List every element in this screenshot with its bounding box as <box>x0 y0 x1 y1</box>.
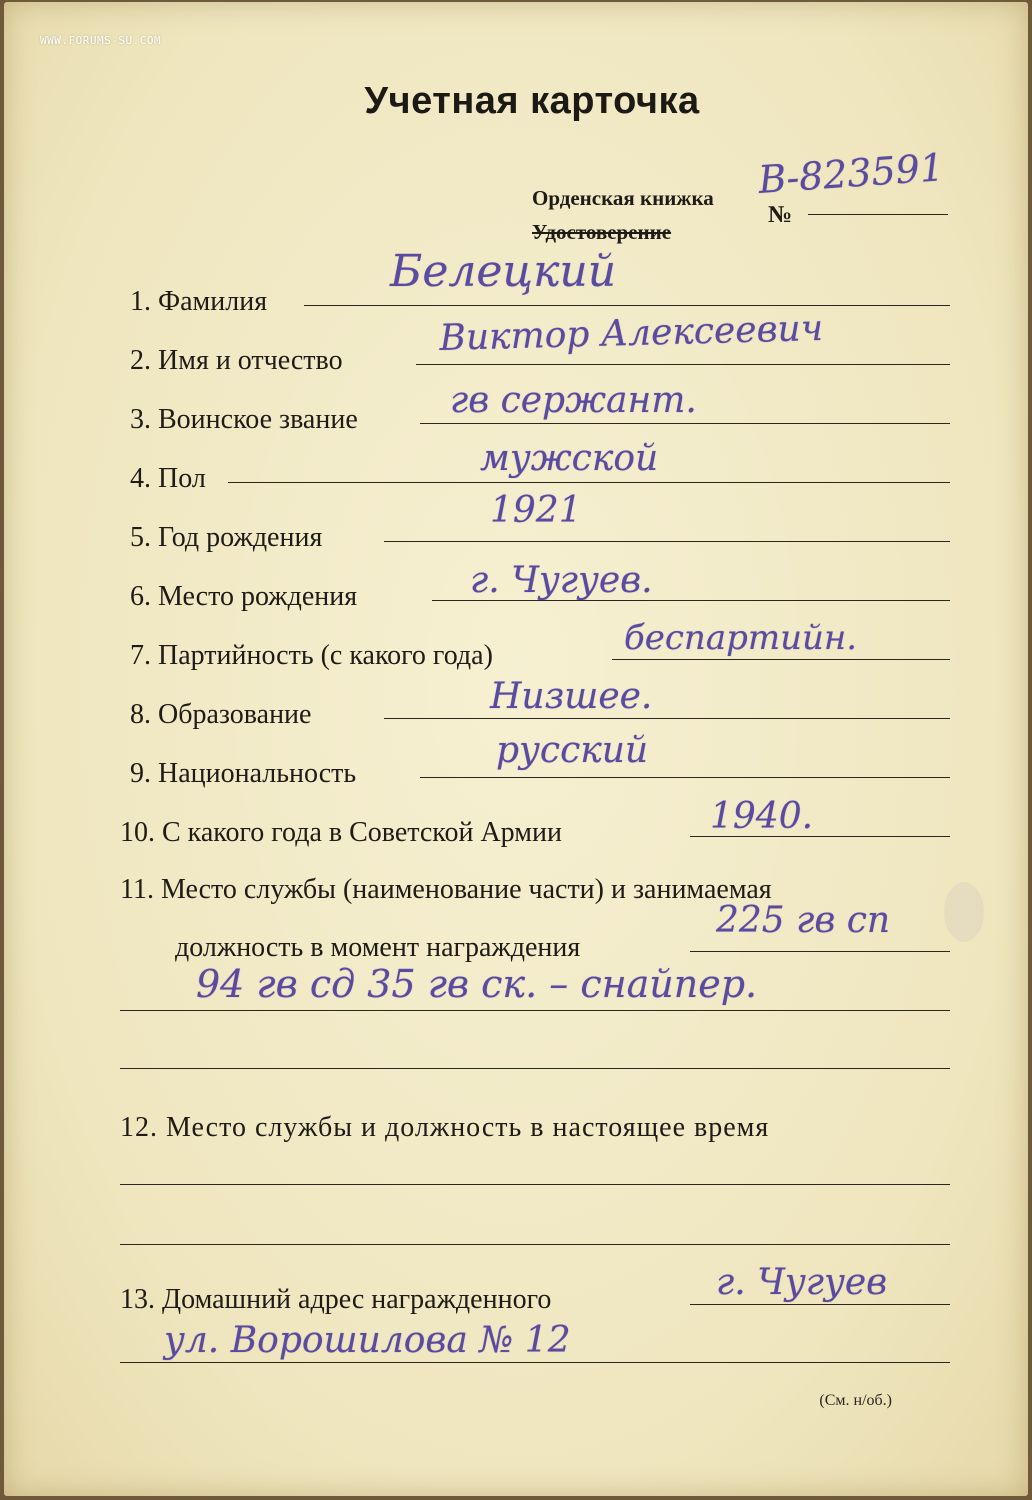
field-2-value: Виктор Алексеевич <box>438 307 824 359</box>
field-13-value-line1: г. Чугуев <box>716 1262 888 1303</box>
number-underline <box>808 214 948 215</box>
card-title: Учетная карточка <box>364 80 700 122</box>
field-5-number: 5. <box>130 522 151 553</box>
field-9-value: русский <box>496 730 649 771</box>
field-3-value: гв сержант. <box>450 380 697 421</box>
field-11-value-line1: 225 гв сп <box>716 900 891 941</box>
field-12-label: Место службы и должность в настоящее время <box>166 1112 770 1143</box>
field-1-number: 1. <box>130 286 151 317</box>
field-11-value-line2: 94 гв сд 35 гв ск. – снайпер. <box>196 962 758 1006</box>
field-7-label: Партийность (с какого года) <box>158 640 493 671</box>
field-13-number: 13. <box>120 1284 155 1315</box>
field-11-label-line2: должность в момент награждения <box>175 932 581 963</box>
field-13-value-line2: ул. Ворошилова № 12 <box>164 1320 571 1361</box>
field-9-line <box>420 777 950 778</box>
field-10-number: 10. <box>120 817 155 848</box>
field-3-label: Воинское звание <box>158 404 358 435</box>
field-1-value: Белецкий <box>390 246 617 297</box>
field-2-number: 2. <box>130 345 151 376</box>
field-4-value: мужской <box>480 438 659 479</box>
field-8-value: Низшее. <box>490 676 653 717</box>
field-1-line <box>304 305 950 306</box>
field-8-number: 8. <box>130 699 151 730</box>
field-12-line-1 <box>120 1184 950 1185</box>
field-4-label: Пол <box>158 463 206 494</box>
field-11-line-2 <box>120 1010 950 1011</box>
field-8-label: Образование <box>158 699 312 730</box>
field-7-value: беспартийн. <box>624 618 858 658</box>
field-10-label: С какого года в Советской Армии <box>162 817 562 848</box>
field-10-value: 1940. <box>710 796 814 837</box>
field-9-number: 9. <box>130 758 151 789</box>
field-6-number: 6. <box>130 581 151 612</box>
order-book-number-value: В-823591 <box>756 145 946 202</box>
field-5-line <box>384 541 950 542</box>
field-11-line-1 <box>690 951 950 952</box>
see-reverse-note: (См. н/об.) <box>819 1392 892 1409</box>
field-4-number: 4. <box>130 463 151 494</box>
field-3-number: 3. <box>130 404 151 435</box>
site-watermark: WWW.FORUMS-SU.COM <box>40 34 162 47</box>
field-9-label: Национальность <box>158 758 357 789</box>
field-11-line-3 <box>120 1068 950 1069</box>
field-7-line <box>612 659 950 660</box>
field-5-label: Год рождения <box>158 522 323 553</box>
field-1-label: Фамилия <box>158 286 268 317</box>
field-12-number: 12. <box>120 1112 158 1143</box>
paper-stain <box>944 882 984 942</box>
field-11-number: 11. <box>120 874 154 905</box>
field-4-line <box>228 482 950 483</box>
number-sign: № <box>768 202 793 228</box>
field-7-number: 7. <box>130 640 151 671</box>
field-5-value: 1921 <box>490 490 582 531</box>
field-6-label: Место рождения <box>158 581 358 612</box>
field-11-label-line1: Место службы (наименование части) и занимаемая <box>160 874 772 905</box>
field-6-value: г. Чугуев. <box>470 560 653 601</box>
field-2-line <box>416 364 950 365</box>
field-12-line-2 <box>120 1244 950 1245</box>
field-8-line <box>384 718 950 719</box>
field-13-line-2 <box>120 1362 950 1363</box>
field-13-line-1 <box>690 1304 950 1305</box>
field-3-line <box>420 423 950 424</box>
certificate-label: Удостоверение <box>532 220 672 244</box>
field-13-label: Домашний адрес награжденного <box>162 1284 552 1315</box>
order-book-label: Орденская книжка <box>532 186 714 210</box>
field-2-label: Имя и отчество <box>158 345 343 376</box>
